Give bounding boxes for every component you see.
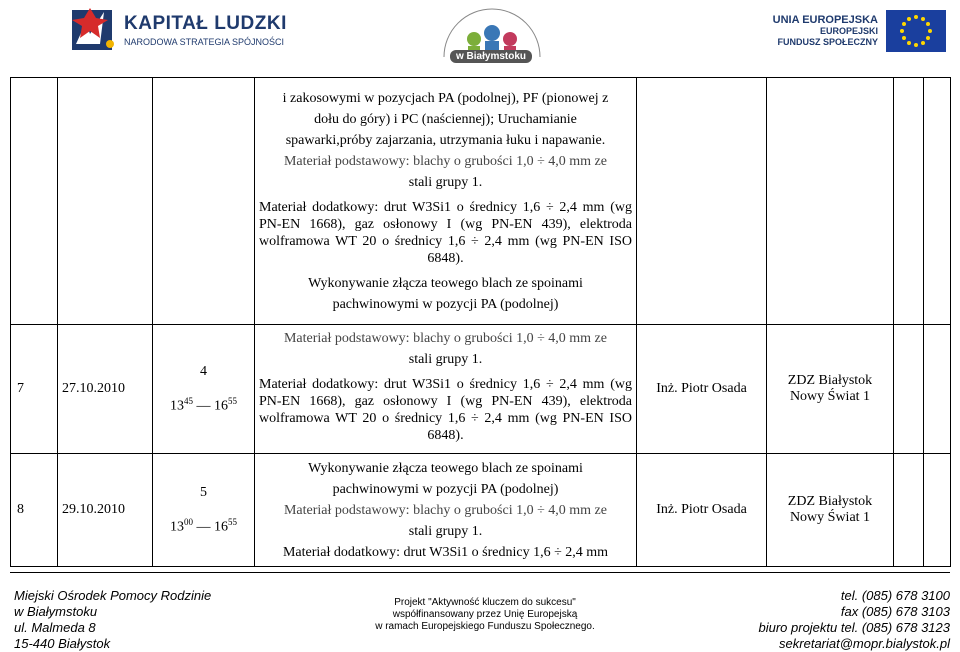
cell-num: 8 [11, 454, 58, 567]
mops-city: w Białymstoku [450, 50, 532, 63]
cell-place: ZDZ Białystok Nowy Świat 1 [767, 325, 894, 454]
cell-date: 29.10.2010 [58, 454, 153, 567]
footer-divider [10, 572, 950, 573]
page-header [0, 0, 960, 70]
cell-instructor [637, 78, 767, 325]
cell-instructor: Inż. Piotr Osada [637, 325, 767, 454]
cell-extra1 [894, 454, 924, 567]
eu-logo [773, 10, 946, 52]
cell-extra2 [924, 78, 951, 325]
kl-subtitle: NARODOWA STRATEGIA SPÓJNOŚCI [124, 37, 285, 47]
cell-description: i zakosowymi w pozycjach PA (podolnej), PF (pionowej z dołu do góry) i PC (naściennej); Uruchamianie spawarki,próby zajarzania, utrzymania łuku i napawanie. Materiał podstawowy: blachy o grubości 1,0 ÷ 4,0 mm ze stali grupy 1. Materiał dodatkowy: drut W3Si1 o średnicy 1,6 ÷ 2,4 mm (wg PN-EN 1668), gaz osłonowy I (wg PN-EN 439), elektroda wolframowa WT 20 o średnicy 1,6 ÷ 2,4 mm (wg PN-EN ISO 6848). Wykonywanie złącza teowego blach ze spoinami pachwinowymi w pozycji PA (podolnej) [255, 78, 637, 325]
footer-project: Projekt "Aktywność kluczem do sukcesu" współfinansowany przez Unię Europejską w ramach Europejskiego Funduszu Społecznego. [375, 597, 595, 632]
cell-instructor: Inż. Piotr Osada [637, 454, 767, 567]
ue-line3: FUNDUSZ SPOŁECZNY [777, 36, 878, 47]
schedule-table [10, 77, 951, 567]
cell-hours: 4 $13^{45}$ — $16^{55}$ [153, 325, 255, 454]
ue-line1: UNIA EUROPEJSKA [772, 13, 878, 26]
ue-line2: EUROPEJSKI [819, 25, 878, 36]
footer-email-link[interactable]: sekretariat@mopr.bialystok.pl [779, 636, 950, 651]
kapital-ludzki-logo [70, 4, 287, 56]
cell-hours [153, 78, 255, 325]
footer-address: Miejski Ośrodek Pomocy Rodzinie w Białymstoku ul. Malmeda 8 15-440 Białystok [14, 588, 212, 651]
table-row [11, 325, 951, 454]
cell-extra1 [894, 325, 924, 454]
cell-hours: 5 $13^{00}$ — $16^{55}$ [153, 454, 255, 567]
table-row [11, 78, 951, 325]
page-footer [0, 572, 960, 651]
cell-extra1 [894, 78, 924, 325]
cell-date: 27.10.2010 [58, 325, 153, 454]
table-row [11, 454, 951, 567]
footer-contact: tel. (085) 678 3100 fax (085) 678 3103 biuro projektu tel. (085) 678 3123 sekretariat@mopr.bialystok.pl [758, 588, 950, 651]
cell-num [11, 78, 58, 325]
cell-num: 7 [11, 325, 58, 454]
kapital-ludzki-star-icon [70, 4, 118, 56]
cell-place [767, 78, 894, 325]
cell-extra2 [924, 325, 951, 454]
cell-description: Materiał podstawowy: blachy o grubości 1,0 ÷ 4,0 mm ze stali grupy 1. Materiał dodatkowy: drut W3Si1 o średnicy 1,6 ÷ 2,4 mm (wg PN-EN 1668), gaz osłonowy I (wg PN-EN 439), elektroda wolframowa WT 20 o średnicy 1,6 ÷ 2,4 mm (wg PN-EN ISO 6848). [255, 325, 637, 454]
cell-place: ZDZ Białystok Nowy Świat 1 [767, 454, 894, 567]
cell-date [58, 78, 153, 325]
eu-flag-icon [886, 10, 946, 52]
kl-title: KAPITAŁ LUDZKI [124, 13, 287, 34]
cell-extra2 [924, 454, 951, 567]
cell-description: Wykonywanie złącza teowego blach ze spoinami pachwinowymi w pozycji PA (podolnej) Materiał podstawowy: blachy o grubości 1,0 ÷ 4,0 mm ze stali grupy 1. Materiał dodatkowy: drut W3Si1 o średnicy 1,6 ÷ 2,4 mm [255, 454, 637, 567]
